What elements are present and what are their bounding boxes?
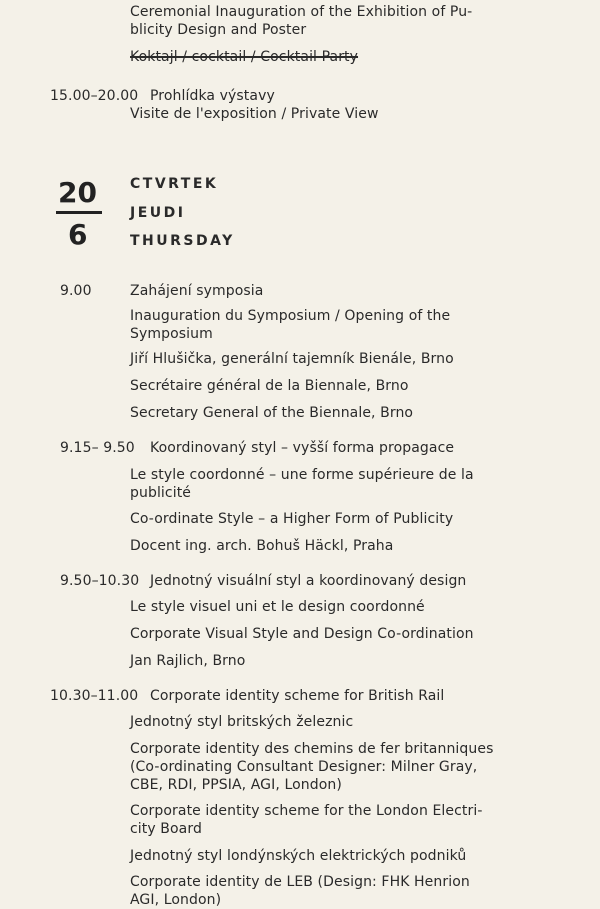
s2-line-3: publicité (130, 485, 192, 501)
s4-time: 10.30–11.00 (50, 688, 139, 704)
s2-time: 9.15– 9.50 (60, 440, 135, 456)
s3-line-3: Corporate Visual Style and Design Co-ordination (130, 626, 474, 642)
s3-time: 9.50–10.30 (60, 573, 140, 589)
s2-line-2: Le style coordonné – une forme supérieure de la (130, 467, 474, 483)
day-name-fr: JEUDI (130, 205, 186, 221)
inauguration-line-2: blicity Design and Poster (130, 22, 307, 38)
s1-line-4: Jiří Hlušička, generální tajemník Bienále, Brno (130, 351, 454, 367)
s1-line-1: Zahájení symposia (130, 283, 264, 299)
s4-line-3: Corporate identity des chemins de fer britanniques (130, 741, 494, 757)
s4-line-6: Corporate identity scheme for the London Electri- (130, 803, 483, 819)
s4-line-2: Jednotný styl britských železnic (130, 714, 354, 730)
view-time: 15.00–20.00 (50, 88, 139, 104)
view-line-2: Visite de l'exposition / Private View (130, 106, 379, 122)
s3-line-2: Le style visuel uni et le design coordonné (130, 599, 425, 615)
view-line-1: Prohlídka výstavy (150, 88, 275, 104)
s2-line-1: Koordinovaný styl – vyšší forma propagace (150, 440, 455, 456)
s1-time: 9.00 (60, 283, 92, 299)
s4-line-1: Corporate identity scheme for British Rail (150, 688, 445, 704)
date-month: 6 (68, 218, 88, 251)
s1-line-5: Secrétaire général de la Biennale, Brno (130, 378, 409, 394)
s1-line-3: Symposium (130, 326, 213, 342)
s1-line-6: Secretary General of the Biennale, Brno (130, 405, 414, 421)
s4-line-7: city Board (130, 821, 202, 837)
s4-line-10: AGI, London) (130, 892, 222, 908)
day-name-cz: CTVRTEK (130, 176, 219, 192)
inauguration-line-1: Ceremonial Inauguration of the Exhibition of Pu- (130, 4, 473, 20)
date-divider (56, 211, 102, 214)
s2-line-5: Docent ing. arch. Bohuš Häckl, Praha (130, 538, 394, 554)
s4-line-4: (Co-ordinating Consultant Designer: Milner Gray, (130, 759, 478, 775)
s1-line-2: Inauguration du Symposium / Opening of the (130, 308, 451, 324)
s4-line-9: Corporate identity de LEB (Design: FHK Henrion (130, 874, 470, 890)
s4-line-5: CBE, RDI, PPSIA, AGI, London) (130, 777, 342, 793)
s4-line-8: Jednotný styl londýnských elektrických podniků (130, 848, 467, 864)
day-name-en: THURSDAY (130, 233, 235, 249)
s3-line-1: Jednotný visuální styl a koordinovaný design (150, 573, 467, 589)
s2-line-4: Co-ordinate Style – a Higher Form of Publicity (130, 511, 454, 527)
s3-line-4: Jan Rajlich, Brno (130, 653, 246, 669)
struck-cocktail-line: Koktajl / cocktail / Cocktail Party (130, 49, 359, 65)
date-day: 20 (58, 176, 97, 209)
